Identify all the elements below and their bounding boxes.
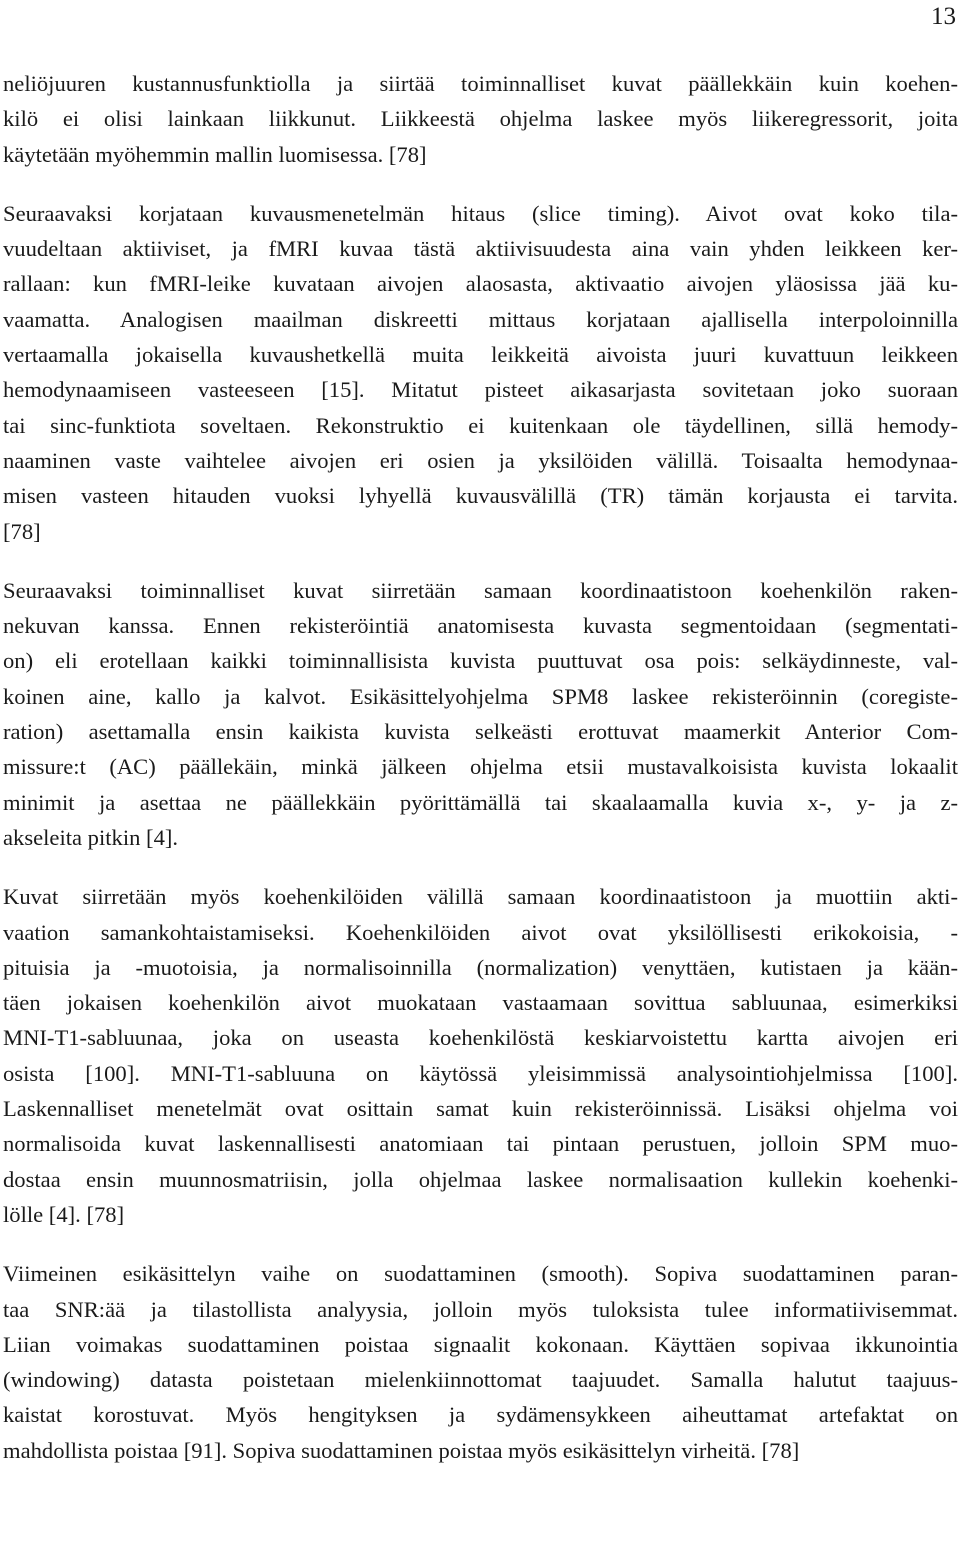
text-line: missure:t (AC) päällekäin, minkä jälkeen ohjelma etsii mustavalkoisista kuvista lokaalit	[3, 754, 958, 780]
text-line: Seuraavaksi korjataan kuvausmenetelmän hitaus (slice timing). Aivot ovat koko tila-	[3, 200, 958, 226]
paragraph-2	[3, 196, 958, 549]
text-line: koinen aine, kallo ja kalvot. Esikäsittelyohjelma SPM8 laskee rekisteröinnin (coregiste-	[3, 683, 958, 709]
text-line: vaamatta. Analogisen maailman diskreetti mittaus korjataan ajallisella interpoloinnilla	[3, 306, 958, 332]
text-line: akseleita pitkin [4].	[3, 824, 179, 850]
text-line: dostaa ensin muunnosmatriisin, jolla ohjelmaa laskee normalisaation kullekin koehenki-	[3, 1166, 958, 1192]
paragraph-5	[3, 1256, 958, 1468]
paragraph-4	[3, 879, 958, 1232]
text-line: vuudeltaan aktiiviset, ja fMRI kuvaa tästä aktiivisuudesta aina vain yhden leikkeen ker-	[3, 236, 958, 262]
text-line: mahdollista poistaa [91]. Sopiva suodattaminen poistaa myös esikäsittelyn virheitä. [78]	[3, 1437, 800, 1463]
text-line: normalisoida kuvat laskennallisesti anatomiaan tai pintaan perustuen, jolloin SPM muo-	[3, 1131, 958, 1157]
page-number: 13	[931, 3, 956, 30]
text-line: Viimeinen esikäsittelyn vaihe on suodattaminen (smooth). Sopiva suodattaminen paran-	[3, 1261, 958, 1287]
text-line: MNI-T1-sabluunaa, joka on useasta koehenkilöstä keskiarvoistettu kartta aivojen eri	[3, 1025, 958, 1051]
paragraph-1	[3, 66, 958, 172]
text-line: naaminen vaste vaihtelee aivojen eri osien ja yksilöiden välillä. Toisaalta hemodynaa-	[3, 447, 958, 473]
text-line: vaation samankohtaistamiseksi. Koehenkilöiden aivot ovat yksilöllisesti erikokoisia, -	[3, 919, 958, 945]
text-line: täen jokaisen koehenkilön aivot muokataan vastaamaan sovittua sabluunaa, esimerkiksi	[3, 990, 958, 1016]
text-line: Kuvat siirretään myös koehenkilöiden välillä samaan koordinaatistoon ja muottiin akti-	[3, 884, 958, 910]
text-line: Laskennalliset menetelmät ovat osittain samat kuin rekisteröinnissä. Lisäksi ohjelma voi	[3, 1096, 958, 1122]
text-line: hemodynaamiseen vasteeseen [15]. Mitatut pisteet aikasarjasta sovitetaan joko suoraan	[3, 377, 958, 403]
paragraph-3	[3, 573, 958, 855]
body-text	[3, 66, 958, 1492]
text-line: kilö ei olisi lainkaan liikkunut. Liikkeestä ohjelma laskee myös liikeregressorit, joita	[3, 106, 958, 132]
text-line: misen vasteen hitauden vuoksi lyhyellä kuvausvälillä (TR) tämän korjausta ei tarvita.	[3, 483, 958, 509]
text-line: minimit ja asettaa ne päällekkäin pyörittämällä tai skaalaamalla kuvia x-, y- ja z-	[3, 789, 958, 815]
text-line: (windowing) datasta poistetaan mielenkiinnottomat taajuudet. Samalla halutut taajuus-	[3, 1367, 958, 1393]
text-line: on) eli erotellaan kaikki toiminnallisista kuvista puuttuvat osa pois: selkäydinneste, val-	[3, 648, 958, 674]
text-line: [78]	[3, 518, 41, 544]
text-line: rallaan: kun fMRI-leike kuvataan aivojen alaosasta, aktivaatio aivojen yläosissa jää ku-	[3, 271, 958, 297]
text-line: nekuvan kanssa. Ennen rekisteröintiä anatomisesta kuvasta segmentoidaan (segmentati-	[3, 613, 958, 639]
text-line: kaistat korostuvat. Myös hengityksen ja sydämensykkeen aiheuttamat artefaktat on	[3, 1402, 958, 1428]
text-line: lölle [4]. [78]	[3, 1201, 125, 1227]
text-line: osista [100]. MNI-T1-sabluuna on käytössä yleisimmissä analysointiohjelmissa [100].	[3, 1060, 958, 1086]
text-line: neliöjuuren kustannusfunktiolla ja siirtää toiminnalliset kuvat päällekkäin kuin koehen-	[3, 71, 958, 96]
text-line: Seuraavaksi toiminnalliset kuvat siirretään samaan koordinaatistoon koehenkilön raken-	[3, 577, 958, 603]
text-line: tai sinc-funktiota soveltaen. Rekonstruktio ei kuitenkaan ole täydellinen, sillä hemody-	[3, 412, 958, 438]
text-line: vertaamalla jokaisella kuvaushetkellä muita leikkeitä aivoista juuri kuvattuun leikkeen	[3, 342, 958, 368]
text-line: pituisia ja -muotoisia, ja normalisoinnilla (normalization) venyttäen, kutistaen ja kään-	[3, 954, 958, 980]
text-line: käytetään myöhemmin mallin luomisessa. [78]	[3, 141, 427, 167]
text-line: Liian voimakas suodattaminen poistaa signaalit kokonaan. Käyttäen sopivaa ikkunointia	[3, 1331, 958, 1357]
text-line: taa SNR:ää ja tilastollista analyysia, jolloin myös tuloksista tulee informatiivisemmat.	[3, 1296, 958, 1322]
text-line: ration) asettamalla ensin kaikista kuvista selkeästi erottuvat maamerkit Anterior Com-	[3, 719, 958, 745]
